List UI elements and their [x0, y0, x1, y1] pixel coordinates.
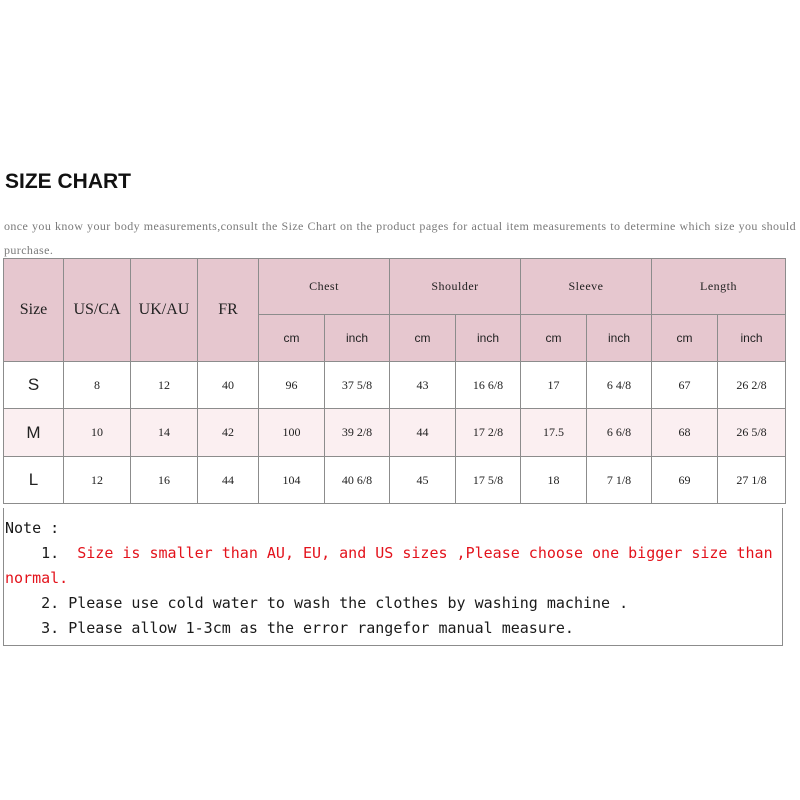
size-cell: L — [4, 457, 64, 504]
us-ca-cell: 12 — [64, 457, 131, 504]
notes-box — [3, 508, 783, 646]
length-inch-cell: 26 5/8 — [718, 409, 786, 457]
header-length: Length — [652, 259, 786, 315]
header-shoulder: Shoulder — [390, 259, 521, 315]
note-number: 3. — [41, 619, 60, 637]
sleeve-inch-cell: 7 1/8 — [587, 457, 652, 504]
uk-au-cell: 14 — [131, 409, 198, 457]
chest-cm-cell: 100 — [259, 409, 325, 457]
size-cell: S — [4, 362, 64, 409]
unit-inch: inch — [325, 315, 390, 362]
uk-au-cell: 12 — [131, 362, 198, 409]
unit-inch: inch — [587, 315, 652, 362]
page-title: SIZE CHART — [5, 170, 131, 193]
table-row — [4, 457, 786, 504]
fr-cell: 40 — [198, 362, 259, 409]
note-item-3 — [5, 616, 782, 641]
note-text: Please use cold water to wash the clothes by washing machine . — [68, 594, 629, 612]
length-cm-cell: 69 — [652, 457, 718, 504]
note-item-1 — [5, 541, 782, 591]
header-size: Size — [4, 259, 64, 362]
size-table — [3, 258, 786, 504]
shoulder-cm-cell: 44 — [390, 409, 456, 457]
us-ca-cell: 10 — [64, 409, 131, 457]
note-item-2 — [5, 591, 782, 616]
header-chest: Chest — [259, 259, 390, 315]
shoulder-inch-cell: 17 2/8 — [456, 409, 521, 457]
header-us-ca: US/CA — [64, 259, 131, 362]
header-uk-au: UK/AU — [131, 259, 198, 362]
shoulder-inch-cell: 16 6/8 — [456, 362, 521, 409]
length-cm-cell: 67 — [652, 362, 718, 409]
sleeve-inch-cell: 6 4/8 — [587, 362, 652, 409]
chest-cm-cell: 96 — [259, 362, 325, 409]
shoulder-cm-cell: 43 — [390, 362, 456, 409]
note-number: 2. — [41, 594, 60, 612]
length-cm-cell: 68 — [652, 409, 718, 457]
us-ca-cell: 8 — [64, 362, 131, 409]
uk-au-cell: 16 — [131, 457, 198, 504]
chest-inch-cell: 39 2/8 — [325, 409, 390, 457]
unit-cm: cm — [390, 315, 456, 362]
table-header-row — [4, 259, 786, 315]
length-inch-cell: 27 1/8 — [718, 457, 786, 504]
table-row — [4, 362, 786, 409]
fr-cell: 42 — [198, 409, 259, 457]
shoulder-inch-cell: 17 5/8 — [456, 457, 521, 504]
shoulder-cm-cell: 45 — [390, 457, 456, 504]
intro-text: once you know your body measurements,consult the Size Chart on the product pages for actual item measurements to determine which size you should purchase. — [4, 219, 796, 257]
unit-inch: inch — [456, 315, 521, 362]
fr-cell: 44 — [198, 457, 259, 504]
chest-cm-cell: 104 — [259, 457, 325, 504]
notes-heading: Note : — [5, 519, 60, 537]
header-fr: FR — [198, 259, 259, 362]
unit-inch: inch — [718, 315, 786, 362]
size-cell: M — [4, 409, 64, 457]
sleeve-cm-cell: 17.5 — [521, 409, 587, 457]
length-inch-cell: 26 2/8 — [718, 362, 786, 409]
unit-cm: cm — [259, 315, 325, 362]
table-row — [4, 409, 786, 457]
note-number: 1. — [41, 544, 60, 562]
note-text-highlight: Size is smaller than AU, EU, and US sizes ,Please choose one bigger size than normal. — [5, 544, 782, 587]
sleeve-cm-cell: 17 — [521, 362, 587, 409]
unit-cm: cm — [652, 315, 718, 362]
note-text: Please allow 1-3cm as the error rangefor manual measure. — [68, 619, 574, 637]
unit-cm: cm — [521, 315, 587, 362]
sleeve-inch-cell: 6 6/8 — [587, 409, 652, 457]
chest-inch-cell: 37 5/8 — [325, 362, 390, 409]
chest-inch-cell: 40 6/8 — [325, 457, 390, 504]
header-sleeve: Sleeve — [521, 259, 652, 315]
sleeve-cm-cell: 18 — [521, 457, 587, 504]
